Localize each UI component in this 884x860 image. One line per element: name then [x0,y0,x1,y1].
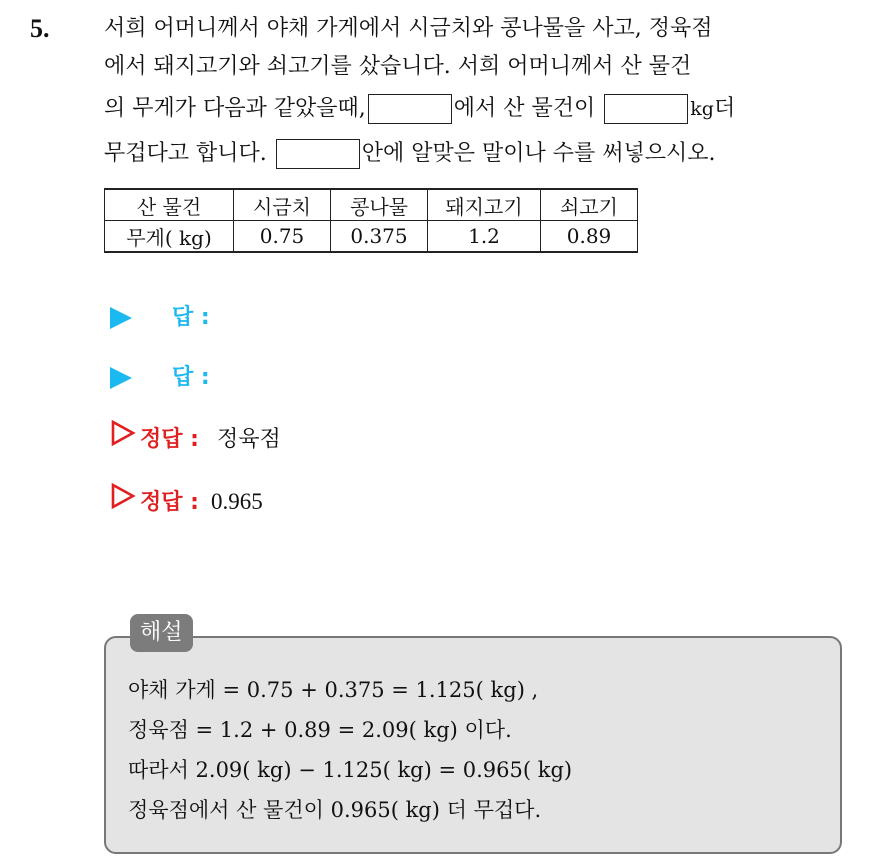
solution-tag: 해설 [130,614,193,652]
answer-line-1 [110,298,210,338]
answer-label: 답 : [172,305,210,330]
correct-answer-label: 정답 : [140,490,199,515]
question-line-1: 서희 어머니께서 야채 가게에서 시금치와 콩나물을 사고, 정육점 [104,16,713,41]
solution-text [128,670,572,830]
table-cell: 0.75 [234,221,331,253]
answer-blank-2[interactable] [604,94,688,124]
question-number: 5. [30,14,50,43]
solution-line: 따라서 2.09( kg) − 1.125( kg) = 0.965( kg) [128,758,573,782]
question-text-segment: 에서 산 물건이 [453,96,596,121]
outline-arrow-icon [110,483,136,523]
question-text-segment: 안에 알맞은 말이나 수를 써넣으시오. [361,141,716,166]
correct-answer-value: 0.965 [210,489,263,514]
play-arrow-icon [110,307,132,329]
answer-blank-1[interactable] [368,94,452,124]
solution-line: 정육점 = 1.2 + 0.89 = 2.09( kg) 이다. [128,718,512,742]
correct-answer-label: 정답 : [140,427,199,452]
table-cell: 0.89 [541,221,638,253]
table-cell: 콩나물 [331,189,428,221]
table-cell: 0.375 [331,221,428,253]
question-text-segment: 의 무게가 다음과 같았을때, [104,96,366,121]
question-text-segment: 무겁다고 합니다. [104,141,267,166]
question-line-3 [104,86,864,132]
table-cell: 돼지고기 [428,189,541,221]
outline-arrow-icon [110,420,136,460]
table-header-row [105,189,638,221]
example-blank [276,139,360,169]
question-line-2: 에서 돼지고기와 쇠고기를 샀습니다. 서희 어머니께서 산 물건 [104,54,692,79]
answer-line-2 [110,358,210,398]
question-line-4 [104,132,864,176]
correct-answer-value: 정육점 [216,427,281,452]
correct-answer-line-2 [110,482,263,522]
table-cell: 시금치 [234,189,331,221]
table-row [105,221,638,253]
table-cell: 산 물건 [105,189,234,221]
weight-table [104,188,638,253]
question-stem [104,10,864,176]
answer-label: 답 : [172,365,210,390]
play-arrow-icon [110,367,132,389]
solution-line: 정육점에서 산 물건이 0.965( kg) 더 무겁다. [128,798,542,822]
table-cell: 1.2 [428,221,541,253]
unit-label: kg [690,98,714,120]
question-text-segment: 더 [713,96,736,121]
table-cell: 무게( kg) [105,221,234,253]
solution-line: 야채 가게 = 0.75 + 0.375 = 1.125( kg) , [128,678,539,702]
correct-answer-line-1 [110,420,281,460]
table-cell: 쇠고기 [541,189,638,221]
